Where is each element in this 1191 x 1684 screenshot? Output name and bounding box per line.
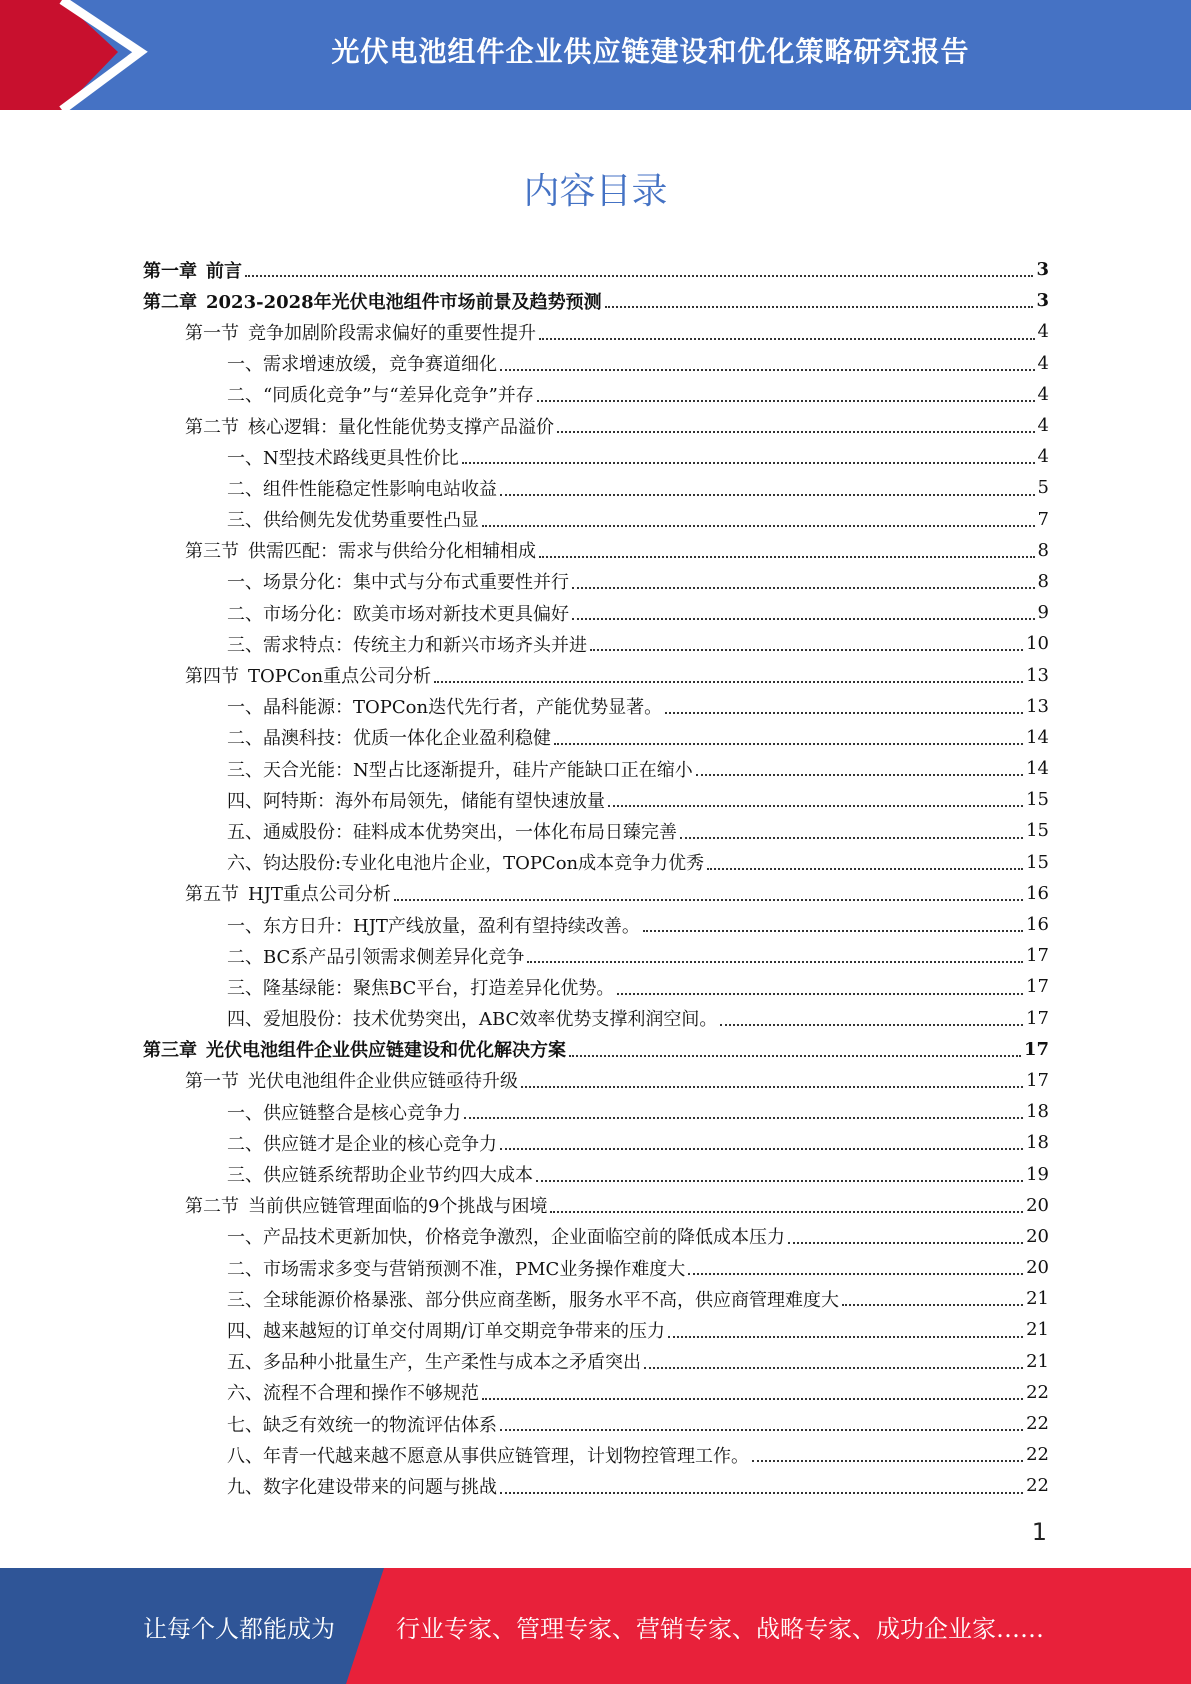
toc-entry[interactable] (143, 1314, 1049, 1345)
toc-dot-leader (608, 803, 1023, 807)
toc-entry[interactable] (143, 722, 1049, 753)
toc-dot-leader (605, 304, 1034, 308)
toc-entry[interactable] (143, 909, 1049, 940)
toc-entry-label: 三、需求特点：传统主力和新兴市场齐头并进 (227, 634, 587, 656)
toc-entry-page: 17 (1026, 976, 1049, 998)
toc-entry-number: 第一节 (185, 322, 239, 344)
footer-slogan-right: 行业专家、管理专家、营销专家、战略专家、成功企业家…… (396, 1614, 1044, 1643)
toc-entry-page: 21 (1026, 1288, 1049, 1310)
toc-entry-label: 五、通威股份：硅料成本优势突出，一体化布局日臻完善 (227, 821, 677, 843)
toc-entry[interactable] (143, 971, 1049, 1002)
toc-dot-leader (500, 492, 1035, 496)
toc-heading: 内容目录 (523, 171, 668, 212)
toc-dot-leader (482, 1396, 1023, 1400)
toc-entry-label: 三、隆基绿能：聚焦BC平台，打造差异化优势。 (227, 977, 615, 999)
toc-entry[interactable] (143, 1283, 1049, 1314)
toc-entry-label: 五、多品种小批量生产，生产柔性与成本之矛盾突出 (227, 1352, 641, 1374)
toc-entry-label: 二、“同质化竞争”与“差异化竞争”并存 (227, 385, 534, 407)
toc-entry-page: 8 (1037, 539, 1049, 561)
toc-entry[interactable] (143, 847, 1049, 878)
toc-dot-leader (462, 460, 1035, 464)
toc-entry[interactable] (143, 1065, 1049, 1096)
toc-entry-page: 22 (1026, 1475, 1049, 1497)
toc-dot-leader (752, 1458, 1023, 1462)
toc-entry[interactable] (143, 1439, 1049, 1470)
toc-entry[interactable] (143, 1470, 1049, 1501)
toc-entry[interactable] (143, 410, 1049, 441)
toc-entry-number: 第二章 (143, 291, 197, 313)
header-banner (0, 0, 1191, 110)
toc-entry[interactable] (143, 628, 1049, 659)
toc-entry[interactable] (143, 1003, 1049, 1034)
toc-entry-label: 九、数字化建设带来的问题与挑战 (227, 1476, 497, 1498)
toc-entry-page: 7 (1037, 508, 1049, 530)
toc-dot-leader (842, 1302, 1023, 1306)
toc-dot-leader (557, 429, 1035, 433)
toc-entry-page: 19 (1026, 1163, 1049, 1185)
toc-entry[interactable] (143, 566, 1049, 597)
footer-slogan-left: 让每个人都能成为 (143, 1614, 335, 1643)
toc-dot-leader (569, 1053, 1021, 1057)
page-number: 1 (1031, 1518, 1047, 1546)
toc-entry-page: 20 (1026, 1257, 1049, 1279)
toc-entry-label: 四、阿特斯：海外布局领先，储能有望快速放量 (227, 790, 605, 812)
toc-entry-label: 供需匹配：需求与供给分化相辅相成 (248, 541, 536, 563)
report-title: 光伏电池组件企业供应链建设和优化策略研究报告 (331, 35, 970, 68)
toc-entry-label: 一、产品技术更新加快，价格竞争激烈，企业面临空前的降低成本压力 (227, 1227, 785, 1249)
toc-entry-label: 竞争加剧阶段需求偏好的重要性提升 (248, 322, 536, 344)
toc-dot-leader (665, 710, 1023, 714)
toc-entry-label: 三、全球能源价格暴涨、部分供应商垄断，服务水平不高，供应商管理难度大 (227, 1289, 839, 1311)
toc-entry-page: 4 (1037, 446, 1049, 468)
toc-entry-page: 21 (1026, 1319, 1049, 1341)
toc-entry[interactable] (143, 691, 1049, 722)
toc-entry-page: 20 (1026, 1194, 1049, 1216)
toc-dot-leader (680, 835, 1023, 839)
toc-entry-number: 第三节 (185, 541, 239, 563)
toc-entry-label: 一、需求增速放缓，竞争赛道细化 (227, 354, 497, 376)
toc-entry[interactable] (143, 659, 1049, 690)
toc-dot-leader (527, 959, 1023, 963)
toc-dot-leader (590, 647, 1023, 651)
toc-entry-page: 17 (1023, 1038, 1049, 1060)
toc-entry-number: 第四节 (185, 666, 239, 688)
toc-entry[interactable] (143, 1221, 1049, 1252)
toc-entry-page: 9 (1037, 602, 1049, 624)
toc-entry-page: 10 (1026, 633, 1049, 655)
toc-entry[interactable] (143, 472, 1049, 503)
toc-entry-label: 一、场景分化：集中式与分布式重要性并行 (227, 572, 569, 594)
toc-entry-page: 14 (1026, 726, 1049, 748)
red-arrow-decoration (0, 0, 150, 110)
toc-entry[interactable] (143, 1408, 1049, 1439)
toc-dot-leader (500, 1146, 1023, 1150)
toc-entry[interactable] (143, 1127, 1049, 1158)
toc-entry-number: 第三章 (143, 1040, 197, 1062)
toc-entry-number: 第一节 (185, 1071, 239, 1093)
toc-entry-label: 四、越来越短的订单交付周期/订单交期竞争带来的压力 (227, 1320, 666, 1342)
toc-entry[interactable] (143, 784, 1049, 815)
toc-entry[interactable] (143, 878, 1049, 909)
toc-dot-leader (434, 679, 1023, 683)
toc-entry-page: 8 (1037, 570, 1049, 592)
toc-entry[interactable] (143, 316, 1049, 347)
toc-dot-leader (245, 273, 1033, 277)
toc-entry-page: 16 (1026, 882, 1049, 904)
toc-dot-leader (500, 1490, 1023, 1494)
toc-dot-leader (643, 928, 1023, 932)
toc-entry-page: 14 (1026, 758, 1049, 780)
toc-dot-leader (572, 616, 1035, 620)
toc-dot-leader (394, 897, 1023, 901)
toc-entry-number: 第二节 (185, 1196, 239, 1218)
toc-entry-label: 八、年青一代越来越不愿意从事供应链管理，计划物控管理工作。 (227, 1445, 749, 1467)
toc-entry-label: HJT重点公司分析 (248, 884, 391, 906)
toc-entry-label: 六、流程不合理和操作不够规范 (227, 1383, 479, 1405)
toc-entry-label: 三、供给侧先发优势重要性凸显 (227, 510, 479, 532)
toc-entry-page: 17 (1026, 1069, 1049, 1091)
toc-entry-label: 一、东方日升：HJT产线放量，盈利有望持续改善。 (227, 915, 640, 937)
toc-entry-page: 18 (1026, 1101, 1049, 1123)
toc-dot-leader (688, 1271, 1023, 1275)
toc-entry-label: 2023-2028年光伏电池组件市场前景及趋势预测 (206, 291, 602, 313)
toc-entry-page: 17 (1026, 1007, 1049, 1029)
toc-entry[interactable] (143, 1158, 1049, 1189)
toc-entry-page: 13 (1026, 695, 1049, 717)
toc-entry-page: 18 (1026, 1132, 1049, 1154)
toc-entry-page: 22 (1026, 1444, 1049, 1466)
toc-dot-leader (539, 554, 1035, 558)
toc-entry-label: 二、BC系产品引领需求侧差异化竞争 (227, 946, 525, 968)
toc-entry-label: 当前供应链管理面临的9个挑战与困境 (248, 1196, 548, 1218)
toc-dot-leader (668, 1334, 1023, 1338)
toc-entry-label: 二、市场需求多变与营销预测不准，PMC业务操作难度大 (227, 1258, 686, 1280)
toc-entry[interactable] (143, 254, 1049, 285)
toc-dot-leader (537, 398, 1035, 402)
toc-entry-label: 光伏电池组件企业供应链亟待升级 (248, 1071, 518, 1093)
toc-entry-label: 一、供应链整合是核心竞争力 (227, 1102, 461, 1124)
toc-entry[interactable] (143, 1034, 1049, 1065)
toc-dot-leader (482, 523, 1035, 527)
toc-entry-page: 22 (1026, 1381, 1049, 1403)
toc-entry-page: 4 (1037, 415, 1049, 437)
toc-entry[interactable] (143, 1377, 1049, 1408)
toc-entry-number: 第一章 (143, 260, 197, 282)
toc-entry-label: 核心逻辑：量化性能优势支撑产品溢价 (248, 416, 554, 438)
toc-entry[interactable] (143, 535, 1049, 566)
toc-entry[interactable] (143, 753, 1049, 784)
toc-dot-leader (707, 866, 1023, 870)
toc-entry[interactable] (143, 940, 1049, 971)
toc-entry-label: 三、天合光能：N型占比逐渐提升，硅片产能缺口正在缩小 (227, 759, 693, 781)
toc-entry[interactable] (143, 379, 1049, 410)
toc-dot-leader (536, 1178, 1023, 1182)
toc-entry[interactable] (143, 504, 1049, 535)
table-of-contents (143, 254, 1049, 1502)
toc-dot-leader (550, 1209, 1023, 1213)
toc-entry-label: 二、组件性能稳定性影响电站收益 (227, 478, 497, 500)
footer-banner (0, 1568, 1191, 1684)
toc-entry-label: 前言 (206, 260, 242, 282)
toc-entry-label: 三、供应链系统帮助企业节约四大成本 (227, 1165, 533, 1187)
toc-dot-leader (464, 1115, 1023, 1119)
toc-entry-label: 二、供应链才是企业的核心竞争力 (227, 1133, 497, 1155)
toc-entry-page: 21 (1026, 1350, 1049, 1372)
toc-dot-leader (788, 1240, 1023, 1244)
toc-entry[interactable] (143, 1346, 1049, 1377)
toc-dot-leader (572, 585, 1035, 589)
toc-entry-label: 七、缺乏有效统一的物流评估体系 (227, 1414, 497, 1436)
toc-entry-page: 4 (1037, 321, 1049, 343)
toc-entry-label: 光伏电池组件企业供应链建设和优化解决方案 (206, 1040, 566, 1062)
toc-entry[interactable] (143, 1096, 1049, 1127)
toc-entry-label: 一、N型技术路线更具性价比 (227, 447, 459, 469)
toc-entry-page: 15 (1026, 820, 1049, 842)
toc-entry[interactable] (143, 441, 1049, 472)
toc-dot-leader (521, 1084, 1023, 1088)
toc-entry-page: 4 (1037, 383, 1049, 405)
toc-entry-page: 17 (1026, 945, 1049, 967)
toc-entry-number: 第二节 (185, 416, 239, 438)
toc-entry-label: 二、晶澳科技：优质一体化企业盈利稳健 (227, 728, 551, 750)
toc-entry[interactable] (143, 597, 1049, 628)
toc-dot-leader (500, 1427, 1023, 1431)
toc-entry-label: 四、爱旭股份：技术优势突出，ABC效率优势支撑利润空间。 (227, 1009, 718, 1031)
toc-entry-label: 一、晶科能源：TOPCon迭代先行者，产能优势显著。 (227, 697, 663, 719)
toc-entry[interactable] (143, 1190, 1049, 1221)
toc-entry-page: 15 (1026, 851, 1049, 873)
toc-entry-page: 22 (1026, 1413, 1049, 1435)
toc-entry-number: 第五节 (185, 884, 239, 906)
toc-entry-label: 二、市场分化：欧美市场对新技术更具偏好 (227, 603, 569, 625)
toc-dot-leader (500, 367, 1035, 371)
toc-entry-page: 16 (1026, 914, 1049, 936)
toc-entry-page: 15 (1026, 789, 1049, 811)
toc-entry-label: 六、钧达股份:专业化电池片企业，TOPCon成本竞争力优秀 (227, 853, 705, 875)
toc-entry[interactable] (143, 815, 1049, 846)
toc-entry-label: TOPCon重点公司分析 (248, 666, 432, 688)
toc-dot-leader (720, 1022, 1023, 1026)
toc-entry-page: 3 (1036, 259, 1049, 281)
toc-entry-page: 3 (1036, 290, 1049, 312)
toc-entry[interactable] (143, 348, 1049, 379)
toc-entry-page: 5 (1037, 477, 1049, 499)
toc-entry-page: 13 (1026, 664, 1049, 686)
toc-dot-leader (554, 741, 1023, 745)
toc-entry[interactable] (143, 285, 1049, 316)
toc-dot-leader (696, 772, 1023, 776)
toc-dot-leader (539, 336, 1035, 340)
toc-dot-leader (644, 1365, 1023, 1369)
toc-entry-page: 4 (1037, 352, 1049, 374)
toc-entry[interactable] (143, 1252, 1049, 1283)
toc-dot-leader (617, 991, 1023, 995)
toc-entry-page: 20 (1026, 1225, 1049, 1247)
